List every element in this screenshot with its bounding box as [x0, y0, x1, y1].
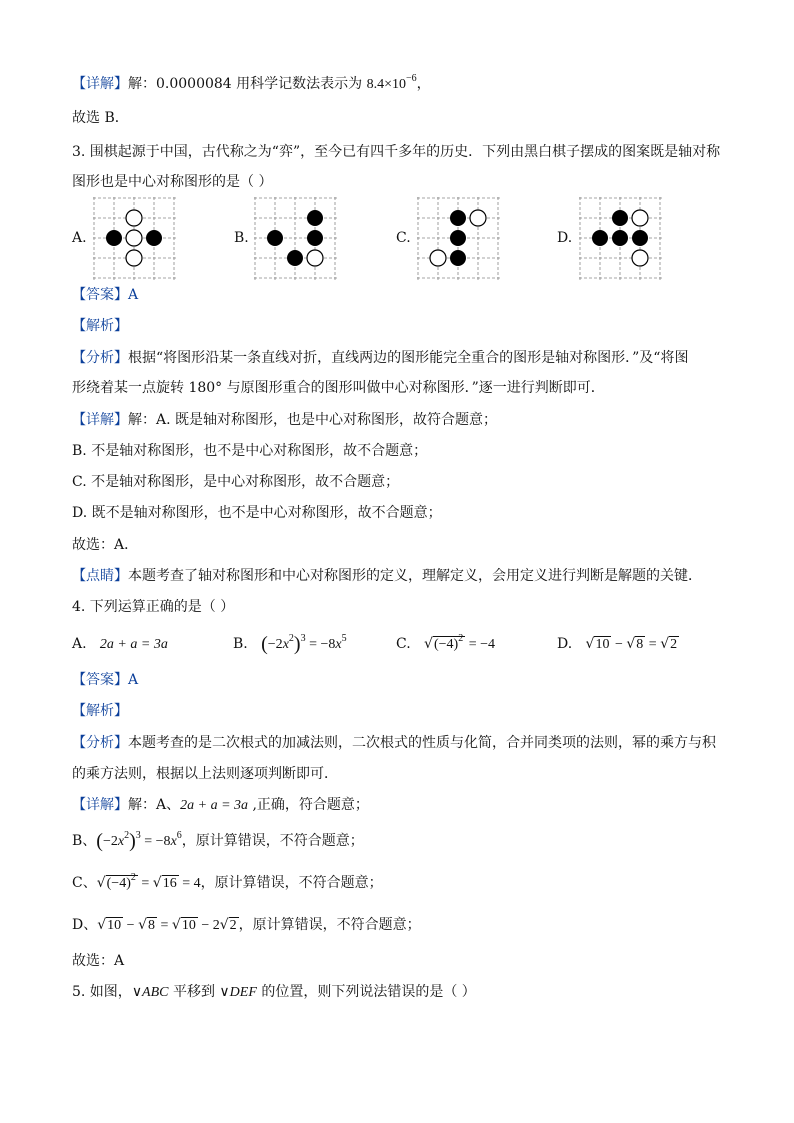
q5-stem	[72, 982, 476, 1003]
q4-answer: 【答案】A	[72, 672, 139, 688]
option-c-math: $√(-4)^2 = -4$	[424, 633, 495, 652]
q4-fenxi-b: 的乘方法则，根据以上法则逐项判断即可．	[72, 766, 338, 782]
q4-option-a	[72, 634, 168, 655]
detail-prefix: B、	[72, 833, 97, 849]
q3-detail-d: D. 既不是轴对称图形，也不是中心对称图形，故不合题意；	[72, 505, 442, 521]
q3-analysis-heading: 【解析】	[72, 318, 128, 334]
sci-notation: 8.4×10	[366, 77, 407, 92]
q5-text: 5. 如图，	[72, 984, 132, 1000]
q4-choose: 故选：A	[72, 953, 125, 969]
triangle-def: ∨DEF	[219, 985, 257, 1000]
q3-detail-a	[72, 410, 497, 430]
q3-answer: 【答案】A	[72, 287, 139, 303]
q3-option-c-label: C.	[396, 230, 411, 246]
q3-fenxi-a	[72, 348, 688, 368]
q3-detail-b: B. 不是轴对称图形，也不是中心对称图形，故不合题意；	[72, 443, 428, 459]
q3-option-b-label: B.	[234, 230, 249, 246]
q3-stem-a: 3. 围棋起源于中国，古代称之为“弈”，至今已有四千多年的历史．下列由黑白棋子摆成的图案既是轴对称	[72, 144, 721, 160]
option-label: B.	[233, 636, 248, 652]
fenxi-text: 本题考查的是二次根式的加减法则，二次根式的性质与化简，合并同类项的法则，幂的乘方与积	[128, 735, 716, 751]
option-label: D.	[557, 636, 573, 652]
dianjing-text: 本题考查了轴对称图形和中心对称图形的定义，理解定义，会用定义进行判断是解题的关键．	[128, 568, 702, 584]
detail-text: 解：A、	[128, 797, 181, 813]
detail-text: ，原计算错误，不符合题意；	[238, 917, 421, 933]
go-pattern-b	[254, 197, 338, 281]
q3-dianjing	[72, 566, 702, 586]
detail-line-1	[72, 74, 431, 95]
q4-detail-d	[72, 915, 421, 936]
q4-detail-a	[72, 795, 369, 816]
detail-b-math: $(-2x^2)^3 = -8x^6$	[96, 830, 182, 852]
detail-d-math: √10 − √8 = √10 − 2√2	[97, 917, 237, 933]
go-pattern-a	[93, 197, 177, 281]
q3-option-d-label: D.	[557, 230, 573, 246]
q4-option-d	[557, 634, 679, 655]
detail-text: 解：A. 既是轴对称图形，也是中心对称图形，故符合题意；	[128, 412, 498, 428]
go-pattern-c	[417, 197, 501, 281]
q5-text-mid: 平移到	[168, 984, 220, 1000]
choose-line-1: 故选 B．	[72, 110, 129, 126]
detail-text-end: ,正确，符合题意；	[248, 797, 369, 813]
option-b-math: $(-2x^2)^3 = -8x^5$	[261, 633, 347, 655]
q3-stem-b: 图形也是中心对称图形的是（ ）	[72, 174, 273, 190]
q4-fenxi-a	[72, 733, 716, 753]
fenxi-label: 【分析】	[72, 350, 128, 366]
fenxi-label: 【分析】	[72, 735, 128, 751]
dianjing-label: 【点睛】	[72, 568, 128, 584]
detail-text: 解：0.0000084 用科学记数法表示为	[128, 76, 367, 92]
detail-label: 【详解】	[72, 412, 128, 428]
option-label: A.	[72, 636, 87, 652]
option-a-math: 2a + a = 3a	[99, 637, 168, 652]
punct: ，	[416, 76, 431, 92]
detail-text: ，原计算错误，不符合题意；	[181, 833, 364, 849]
detail-label: 【详解】	[72, 76, 128, 92]
detail-prefix: D、	[72, 917, 98, 933]
q4-option-b	[233, 634, 347, 655]
detail-prefix: C、	[72, 875, 97, 891]
triangle-abc: ∨ABC	[131, 985, 169, 1000]
q4-stem: 4. 下列运算正确的是（ ）	[72, 599, 235, 615]
go-pattern-d	[579, 197, 663, 281]
q3-detail-c: C. 不是轴对称图形，是中心对称图形，故不合题意；	[72, 474, 400, 490]
q5-text-end: 的位置，则下列说法错误的是（ ）	[256, 984, 476, 1000]
q4-analysis-heading: 【解析】	[72, 703, 128, 719]
fenxi-text: 根据“将图形沿某一条直线对折，直线两边的图形能完全重合的图形是轴对称图形．”及“将图	[128, 350, 689, 366]
detail-c-math: $√(-4)^2 = √16 = 4$	[96, 872, 201, 891]
detail-math: 2a + a = 3a	[180, 798, 249, 813]
option-d-math: √10 − √8 = √2	[585, 636, 678, 652]
q4-detail-b	[72, 831, 364, 852]
q3-fenxi-b: 形绕着某一点旋转 180° 与原图形重合的图形叫做中心对称图形．”逐一进行判断即可．	[72, 380, 605, 396]
q3-choose: 故选：A．	[72, 537, 139, 553]
option-label: C.	[396, 636, 411, 652]
detail-label: 【详解】	[72, 797, 128, 813]
exponent: −6	[406, 73, 417, 84]
q4-option-c	[396, 634, 495, 655]
q3-option-a-label: A.	[72, 230, 87, 246]
detail-text: ，原计算错误，不符合题意；	[200, 875, 383, 891]
q4-detail-c	[72, 873, 383, 894]
